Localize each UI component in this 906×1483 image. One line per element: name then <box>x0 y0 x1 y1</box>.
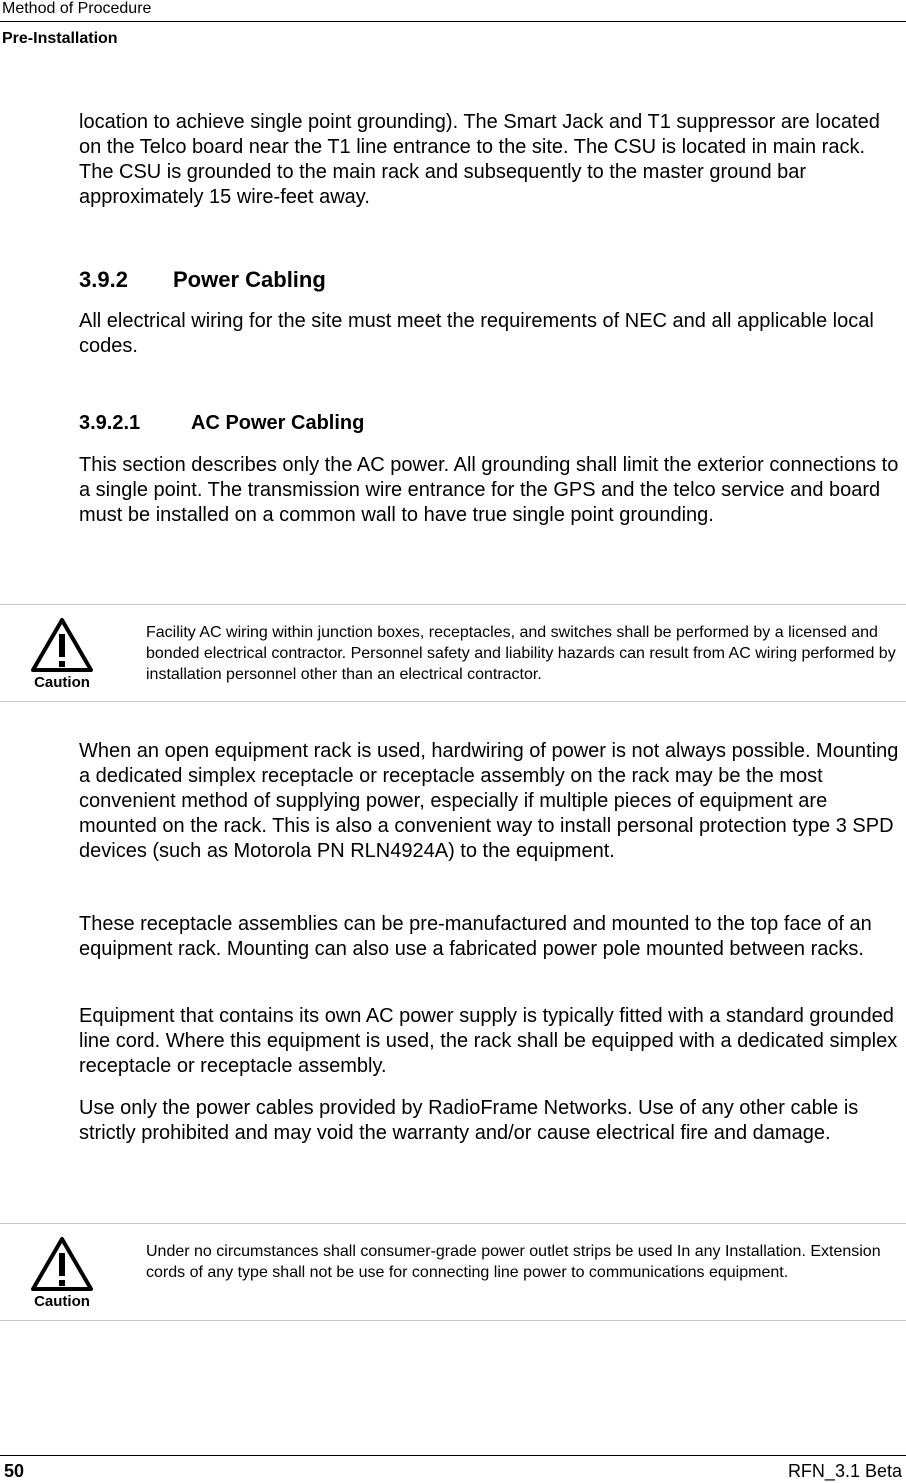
section-title: Pre-Installation <box>2 30 118 47</box>
heading-ac-power-cabling <box>79 411 364 435</box>
heading-text: AC Power Cabling <box>191 412 365 434</box>
caution-box <box>0 1223 906 1321</box>
heading-power-cabling <box>79 266 326 294</box>
footer-divider <box>0 1455 906 1456</box>
paragraph-equipment-line-cord: Equipment that contains its own AC power supply is typically fitted with a standard grounded line cord. Where this equipment is used, the rack shall be equipped with a dedicated simplex receptacle or receptacle assembly. <box>79 1005 898 1077</box>
caution-label: Caution <box>34 674 90 691</box>
paragraph-power-cabling: All electrical wiring for the site must meet the requirements of NEC and all applicable local codes. <box>79 310 874 357</box>
document-title: Method of Procedure <box>2 0 152 17</box>
caution-text: Under no circumstances shall consumer-grade power outlet strips be used In any Installation. Extension cords of any type shall not be use for connecting line power to communications equipment. <box>146 1243 881 1281</box>
page-number: 50 <box>4 1461 25 1481</box>
paragraph-open-rack: When an open equipment rack is used, hardwiring of power is not always possible. Mounting a dedicated simplex receptacle or receptacle assembly on the rack may be the most convenient method of supplying power, especially if multiple pieces of equipment are mounted on the rack. This is also a convenient way to install personal protection type 3 SPD devices (such as Motorola PN RLN4924A) to the equipment. <box>79 740 899 862</box>
caution-label: Caution <box>34 1293 90 1310</box>
paragraph-power-cables: Use only the power cables provided by RadioFrame Networks. Use of any other cable is strictly prohibited and may void the warranty and/or cause electrical fire and damage. <box>79 1097 859 1144</box>
caution-text: Facility AC wiring within junction boxes, receptacles, and switches shall be performed by a licensed and bonded electrical contractor. Personnel safety and liability hazards can result from AC wiring performed by installation personnel other than an electrical contractor. <box>146 624 896 683</box>
paragraph-continued: location to achieve single point grounding). The Smart Jack and T1 suppressor are located on the Telco board near the T1 line entrance to the site. The CSU is located in main rack. The CSU is grounded to the main rack and subsequently to the master ground bar approximately 15 wire-feet away. <box>79 111 880 208</box>
header-divider <box>0 21 906 22</box>
heading-number: 3.9.2 <box>79 267 128 292</box>
caution-icon-group <box>30 1235 94 1310</box>
caution-triangle-icon <box>30 616 94 674</box>
heading-text: Power Cabling <box>173 267 326 292</box>
document-version: RFN_3.1 Beta <box>787 1461 902 1481</box>
paragraph-receptacle-assemblies: These receptacle assemblies can be pre-manufactured and mounted to the top face of an equipment rack. Mounting can also use a fabricated power pole mounted between racks. <box>79 913 872 960</box>
caution-triangle-icon <box>30 1235 94 1293</box>
caution-icon-group <box>30 616 94 691</box>
heading-number: 3.9.2.1 <box>79 412 141 434</box>
paragraph-ac-power: This section describes only the AC power. All grounding shall limit the exterior connections to a single point. The transmission wire entrance for the GPS and the telco service and board must be installed on a common wall to have true single point grounding. <box>79 454 899 526</box>
caution-box <box>0 604 906 702</box>
